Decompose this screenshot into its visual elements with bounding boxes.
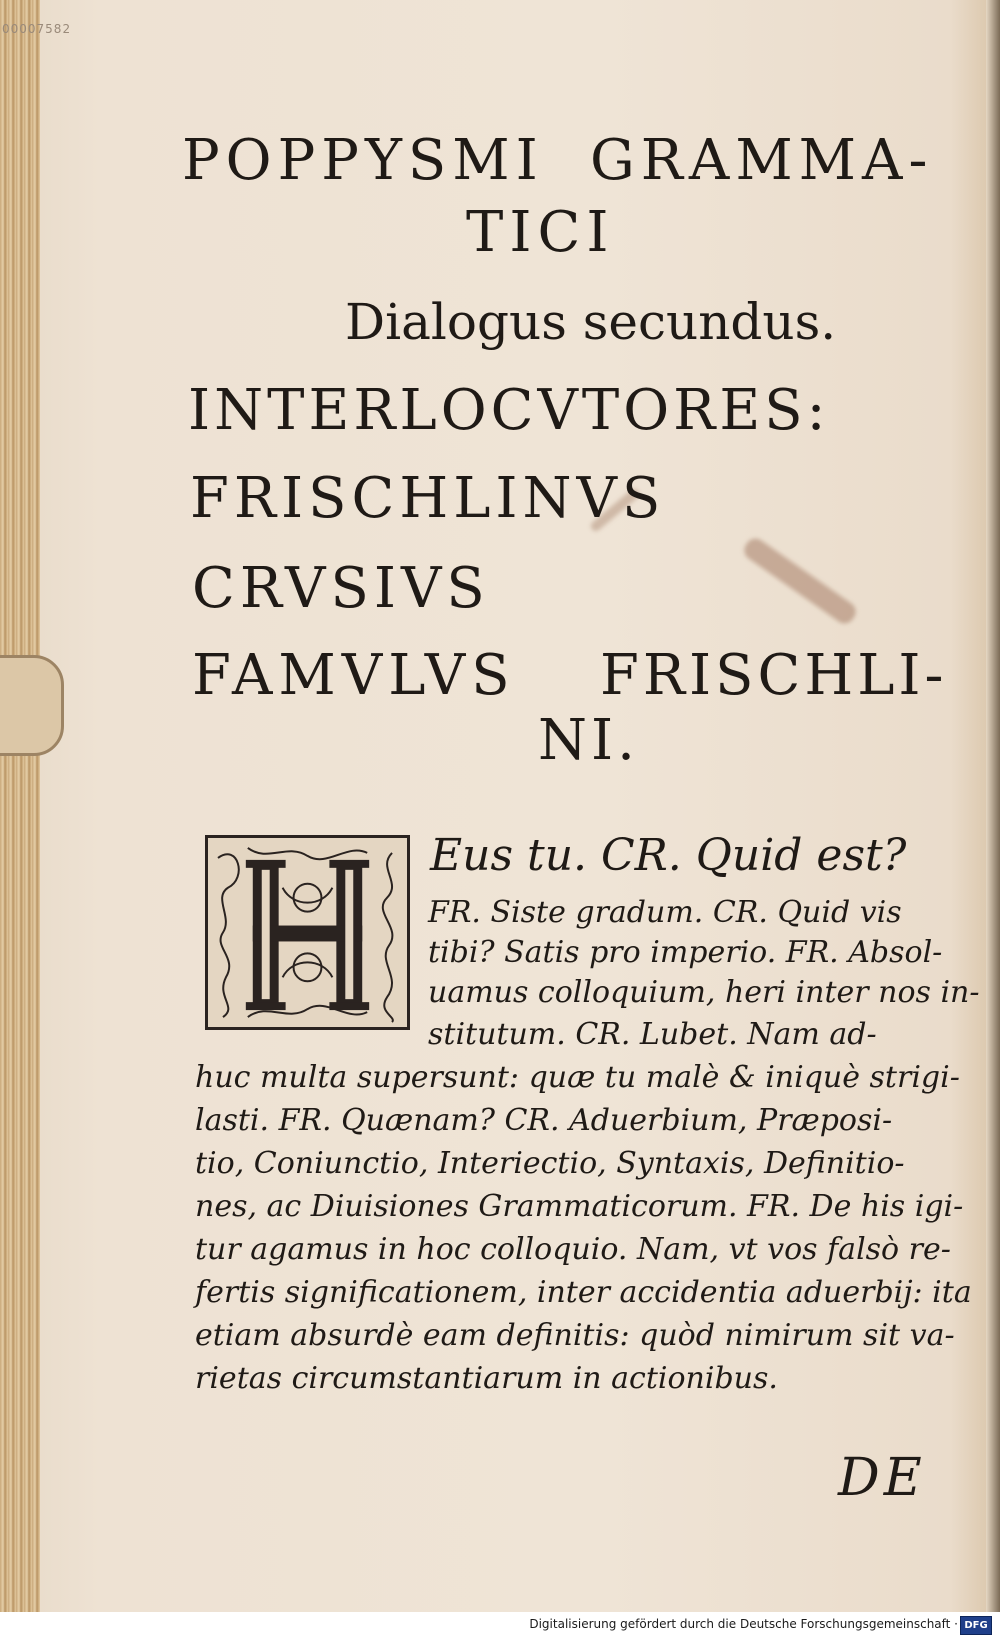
decorated-initial-h-icon	[208, 838, 407, 1027]
book-clasp	[0, 655, 64, 756]
body-line: nes, ac Diuisiones Grammaticorum. FR. De his igi-	[195, 1189, 964, 1224]
subtitle: Dialogus secundus.	[345, 293, 837, 351]
speaker-famulus: FAMVLVS	[192, 643, 516, 708]
body-first-line: Eus tu. CR. Quid est?	[430, 830, 907, 881]
body-line: lasti. FR. Quænam? CR. Aduerbium, Præposi-	[195, 1103, 893, 1138]
decorated-initial	[205, 835, 410, 1030]
page-gutter	[986, 0, 1000, 1612]
body-line: tibi? Satis pro imperio. FR. Absol-	[428, 935, 943, 970]
speaker-frischlinus: FRISCHLINVS	[190, 466, 666, 531]
catchword: DE	[838, 1448, 926, 1508]
body-line: huc multa supersunt: quæ tu malè & iniquè strigi-	[195, 1060, 960, 1095]
page-edge	[0, 0, 40, 1612]
body-line: stitutum. CR. Lubet. Nam ad-	[428, 1017, 877, 1052]
body-line: tur agamus in hoc colloquio. Nam, vt vos falsò re-	[195, 1232, 951, 1267]
title-line-2: TICI	[466, 200, 615, 265]
speaker-crusius: CRVSIVS	[192, 556, 490, 621]
title-line-1b: GRAMMA-	[590, 128, 934, 193]
footer-bar	[0, 1612, 1000, 1639]
speaker-famulus-cont: FRISCHLI-	[600, 643, 948, 708]
body-line: uamus colloquium, heri inter nos in-	[428, 975, 980, 1010]
title-line-1a: POPPYSMI	[182, 128, 544, 193]
body-line: tio, Coniunctio, Interiectio, Syntaxis, Definitio-	[195, 1146, 905, 1181]
stain-mark	[740, 535, 859, 628]
interlocutores-heading: INTERLOCVTORES:	[188, 378, 830, 443]
body-line: FR. Siste gradum. CR. Quid vis	[428, 895, 902, 930]
dfg-logo-icon: DFG	[960, 1616, 992, 1635]
body-line: rietas circumstantiarum in actionibus.	[195, 1361, 778, 1396]
body-line: etiam absurdè eam definitis: quòd nimirum sit va-	[195, 1318, 955, 1353]
speaker-famulus-end: NI.	[538, 708, 639, 773]
catalog-number: 00007582	[2, 22, 72, 36]
body-line: fertis significationem, inter accidentia aduerbij: ita	[195, 1275, 972, 1310]
footer-credit: Digitalisierung gefördert durch die Deutsche Forschungsgemeinschaft ·	[529, 1617, 958, 1631]
